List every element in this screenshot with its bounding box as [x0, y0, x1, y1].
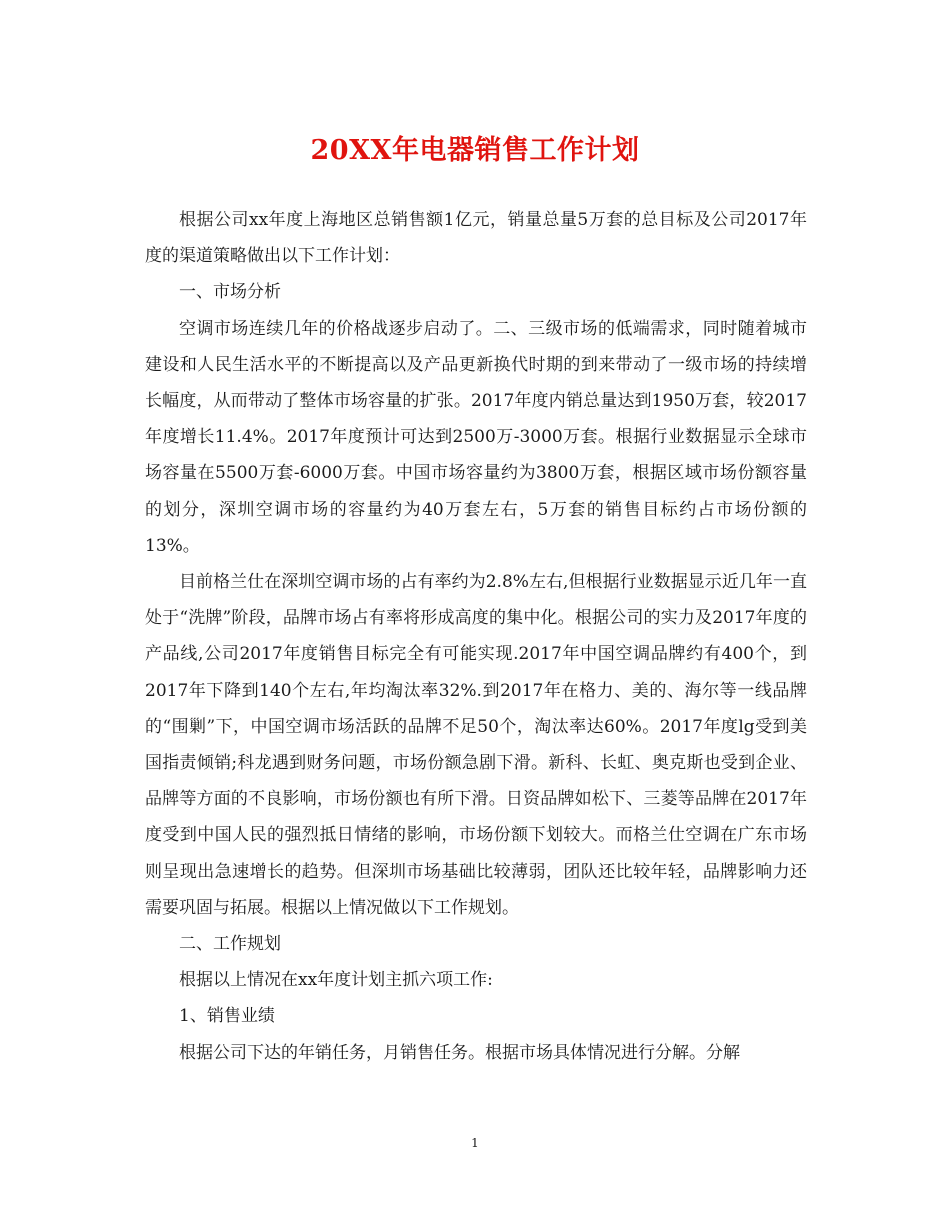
paragraph-market-share: 目前格兰仕在深圳空调市场的占有率约为2.8%左右,但根据行业数据显示近几年一直处于“洗牌”阶段，品牌市场占有率将形成高度的集中化。根据公司的实力及2017年度的产品线,公司2017年度销售目标完全有可能实现.2017年中国空调品牌约有400个，到2017年下降到140个左右,年均淘汰率32%.到2017年在格力、美的、海尔等一线品牌的“围剿”下，中国空调市场活跃的品牌不足50个，淘汰率达60%。2017年度lg受到美国指责倾销;科龙遇到财务问题，市场份额急剧下滑。新科、长虹、奥克斯也受到企业、品牌等方面的不良影响，市场份额也有所下滑。日资品牌如松下、三菱等品牌在2017年度受到中国人民的强烈抵日情绪的影响，市场份额下划较大。而格兰仕空调在广东市场则呈现出急速增长的趋势。但深圳市场基础比较薄弱，团队还比较年轻，品牌影响力还需要巩固与拓展。根据以上情况做以下工作规划。	[145, 572, 807, 918]
heading-work-plan: 二、工作规划	[179, 934, 281, 955]
heading-sales-performance: 1、销售业绩	[179, 1006, 275, 1027]
paragraph-market-size: 空调市场连续几年的价格战逐步启动了。二、三级市场的低端需求，同时随着城市建设和人民生活水平的不断提高以及产品更新换代时期的到来带动了一级市场的持续增长幅度，从而带动了整体市场容量的扩张。2017年度内销总量达到1950万套，较2017年度增长11.4%。2017年度预计可达到2500万-3000万套。根据行业数据显示全球市场容量在5500万套-6000万套。中国市场容量约为3800万套，根据区域市场份额容量的划分，深圳空调市场的容量约为40万套左右，5万套的销售目标约占市场份额的13%。	[145, 318, 807, 556]
paragraph-plan-intro: 根据以上情况在xx年度计划主抓六项工作:	[179, 970, 493, 991]
page-number: 1	[471, 1136, 479, 1150]
document-body	[145, 202, 807, 1071]
paragraph-sales-tasks: 根据公司下达的年销任务，月销售任务。根据市场具体情况进行分解。分解	[179, 1042, 740, 1063]
paragraph-intro: 根据公司xx年度上海地区总销售额1亿元，销量总量5万套的总目标及公司2017年度的渠道策略做出以下工作计划：	[145, 210, 807, 267]
document-title: 20XX年电器销售工作计划	[310, 135, 640, 166]
heading-market-analysis: 一、市场分析	[179, 282, 281, 303]
